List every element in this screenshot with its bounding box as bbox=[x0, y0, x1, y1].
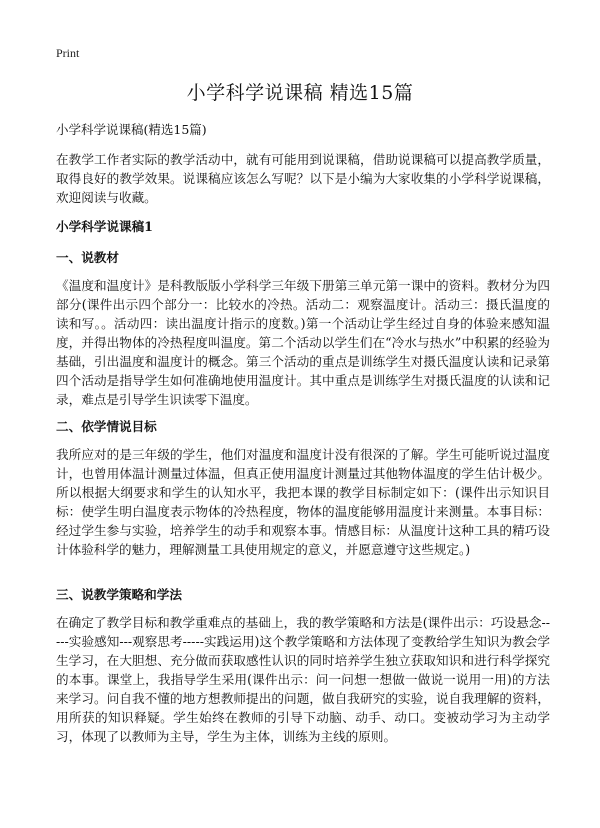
section-body-objectives: 我所应对的是三年级的学生，他们对温度和温度计没有很深的了解。学生可能听说过温度计，也曾用体温计测量过体温，但真正使用温度计测量过其他物体温度的学生估计极少。所以根据大纲要求和学生的认知水平，我把本课的教学目标制定如下：(课件出示知识目标：使学生明白温度表示物体的冷热程度，物体的温度能够用温度计来测量。本事目标：经过学生参与实验，培养学生的动手和观察本事。情感目标：从温度计这种工具的精巧设计体验科学的魅力，理解测量工具使用规定的意义，并愿意遵守这些规定。) bbox=[56, 447, 550, 557]
section-heading-teaching-material: 一、说教材 bbox=[56, 250, 119, 265]
section-heading-strategy: 三、说教学策略和学法 bbox=[56, 587, 182, 602]
article-heading: 小学科学说课稿1 bbox=[56, 219, 153, 234]
intro-paragraph: 在教学工作者实际的教学活动中，就有可能用到说课稿，借助说课稿可以提高教学质量，取得良好的教学效果。说课稿应该怎么写呢？以下是小编为大家收集的小学科学说课稿，欢迎阅读与收藏。 bbox=[56, 152, 550, 205]
section-body-strategy: 在确定了教学目标和教学重难点的基础上，我的教学策略和方法是(课件出示：巧设悬念-----实验感知---观察思考-----实践运用)这个教学策略和方法体现了变教给学生知识为教会学生学习，在大胆想、充分做而获取感性认识的同时培养学生独立获取知识和进行科学探究的本事。课堂上，我指导学生采用(课件出示：问一问想一想做一做说一说用一用)的方法来学习。问自我不懂的地方想教师提出的问题，做自我研究的实验，说自我理解的资料，用所获的知识释疑。学生始终在教师的引导下动脑、动手、动口。变被动学习为主动学习，体现了以教师为主导，学生为主体，训练为主线的原则。 bbox=[56, 615, 550, 744]
document-subtitle: 小学科学说课稿(精选15篇) bbox=[56, 122, 207, 137]
print-link[interactable]: Print bbox=[56, 46, 80, 60]
document-title: 小学科学说课稿 精选15篇 bbox=[186, 82, 414, 104]
section-heading-objectives: 二、依学情说目标 bbox=[56, 419, 157, 434]
section-body-teaching-material: 《温度和温度计》是科教版版小学科学三年级下册第三单元第一课中的资料。教材分为四部分(课件出示四个部分一：比较水的冷热。活动二：观察温度计。活动三：摄氏温度的读和写。。活动四：读出温度计指示的度数。)第一个活动让学生经过自身的体验来感知温度，并得出物体的冷热程度叫温度。第二个活动以学生们在“冷水与热水”中积累的经验为基础，引出温度和温度计的概念。第三个活动的重点是训练学生对摄氏温度认读和记录第四个活动是指导学生如何准确地使用温度计。其中重点是训练学生对摄氏温度的认读和记录，难点是引导学生识读零下温度。 bbox=[56, 278, 550, 407]
